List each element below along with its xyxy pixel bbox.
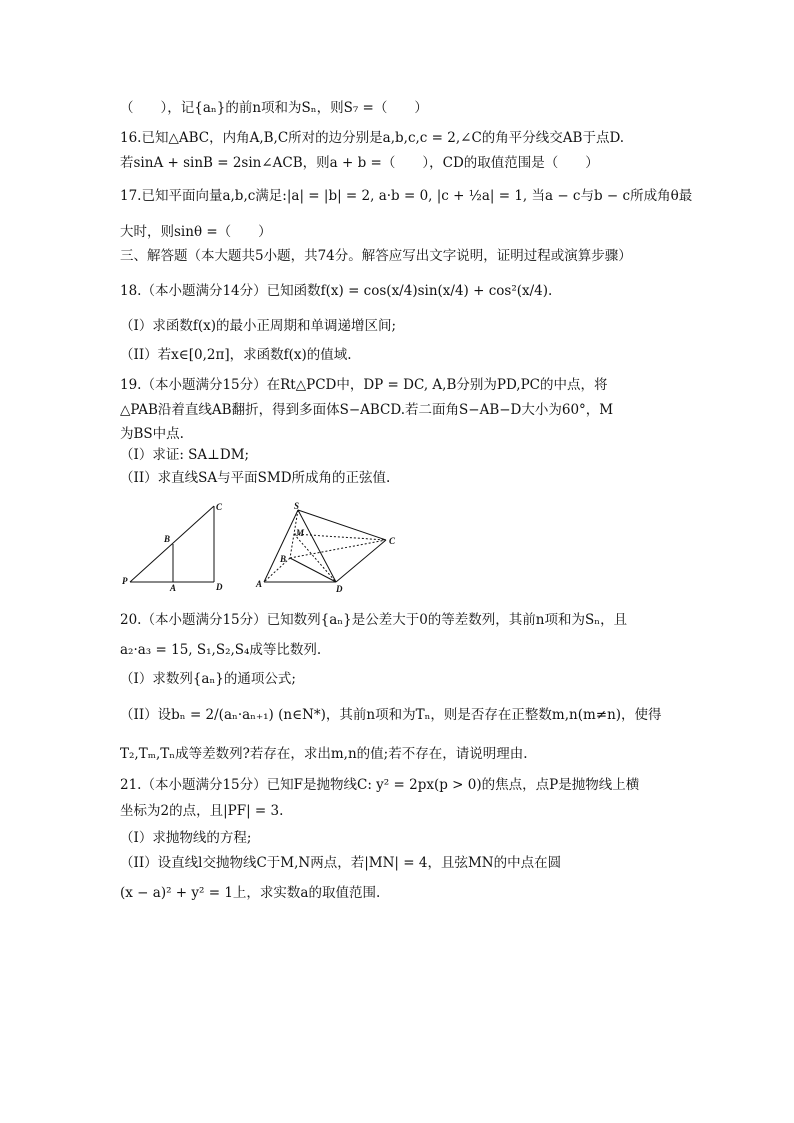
label-c: C	[216, 502, 223, 512]
label-a: A	[256, 579, 263, 589]
q16-line-1: 16.已知△ABC，内角A,B,C所对的边分别是a,b,c,c = 2,∠C的角平分线交AB于点D.	[120, 130, 625, 146]
label-d: D	[216, 582, 223, 592]
label-a: A	[170, 583, 177, 592]
q21-part-1: （I）求抛物线的方程;	[120, 830, 252, 846]
q20-part-2: （II）设bₙ = 2/(aₙ·aₙ₊₁) (n∈N*)，其前n项和为Tₙ，则是否存在正整数m,n(m≠n)，使得	[120, 707, 662, 723]
q20-part-1: （I）求数列{aₙ}的通项公式;	[120, 671, 296, 687]
figure-right-triangle	[118, 498, 228, 592]
q19-part-1: （I）求证: SA⊥DM;	[120, 447, 250, 463]
figure-polyhedron	[250, 500, 410, 594]
q18-part-2: （II）若x∈[0,2π]，求函数f(x)的值域.	[120, 347, 352, 363]
q20-line-2: a₂·a₃ = 15, S₁,S₂,S₄成等比数列.	[120, 642, 322, 658]
q19-line-1: 19.（本小题满分15分）在Rt△PCD中，DP = DC, A,B分别为PD,PC的中点，将	[120, 377, 608, 393]
q17-line-2: 大时，则sinθ =（ ）	[120, 224, 272, 240]
q15-tail: （ ），记{aₙ}的前n项和为Sₙ，则S₇ =（ ）	[120, 100, 428, 116]
q21-line-1: 21.（本小题满分15分）已知F是抛物线C: y² = 2px(p > 0)的焦点，点P是抛物线上横	[120, 777, 640, 793]
label-d: D	[336, 584, 343, 594]
label-p: P	[122, 576, 128, 586]
q20-part-2-cont: T₂,Tₘ,Tₙ成等差数列?若存在，求出m,n的值;若不存在，请说明理由.	[120, 746, 528, 762]
q18-part-1: （I）求函数f(x)的最小正周期和单调递增区间;	[120, 318, 397, 334]
q20-line-1: 20.（本小题满分15分）已知数列{aₙ}是公差大于0的等差数列，其前n项和为Sₙ，且	[120, 612, 628, 628]
label-s: S	[294, 501, 300, 511]
q21-line-2: 坐标为2的点，且|PF| = 3.	[120, 803, 284, 819]
section-heading: 三、解答题（本大题共5小题，共74分。解答应写出文字说明，证明过程或演算步骤）	[120, 248, 632, 264]
label-b: B	[164, 534, 171, 544]
q16-line-2: 若sinA + sinB = 2sin∠ACB，则a + b =（ ），CD的取值范围是（ ）	[120, 155, 599, 171]
q19-line-2: △PAB沿着直线AB翻折，得到多面体S−ABCD.若二面角S−AB−D大小为60°，M	[120, 402, 614, 418]
label-c: C	[389, 536, 396, 546]
q18-stem: 18.（本小题满分14分）已知函数f(x) = cos(x/4)sin(x/4) + cos²(x/4).	[120, 283, 553, 299]
q21-part-2: （II）设直线l交抛物线C于M,N两点，若|MN| = 4，且弦MN的中点在圆	[120, 855, 562, 871]
label-m: M	[296, 528, 305, 538]
label-b: B	[280, 554, 287, 564]
q21-part-2-cont: (x − a)² + y² = 1上，求实数a的取值范围.	[120, 885, 381, 901]
q19-part-2: （II）求直线SA与平面SMD所成角的正弦值.	[120, 470, 391, 486]
q19-line-3: 为BS中点.	[120, 426, 184, 442]
q17-line-1: 17.已知平面向量a,b,c满足:|a| = |b| = 2, a·b = 0, |c + ½a| = 1, 当a − c与b − c所成角θ最	[120, 188, 693, 204]
